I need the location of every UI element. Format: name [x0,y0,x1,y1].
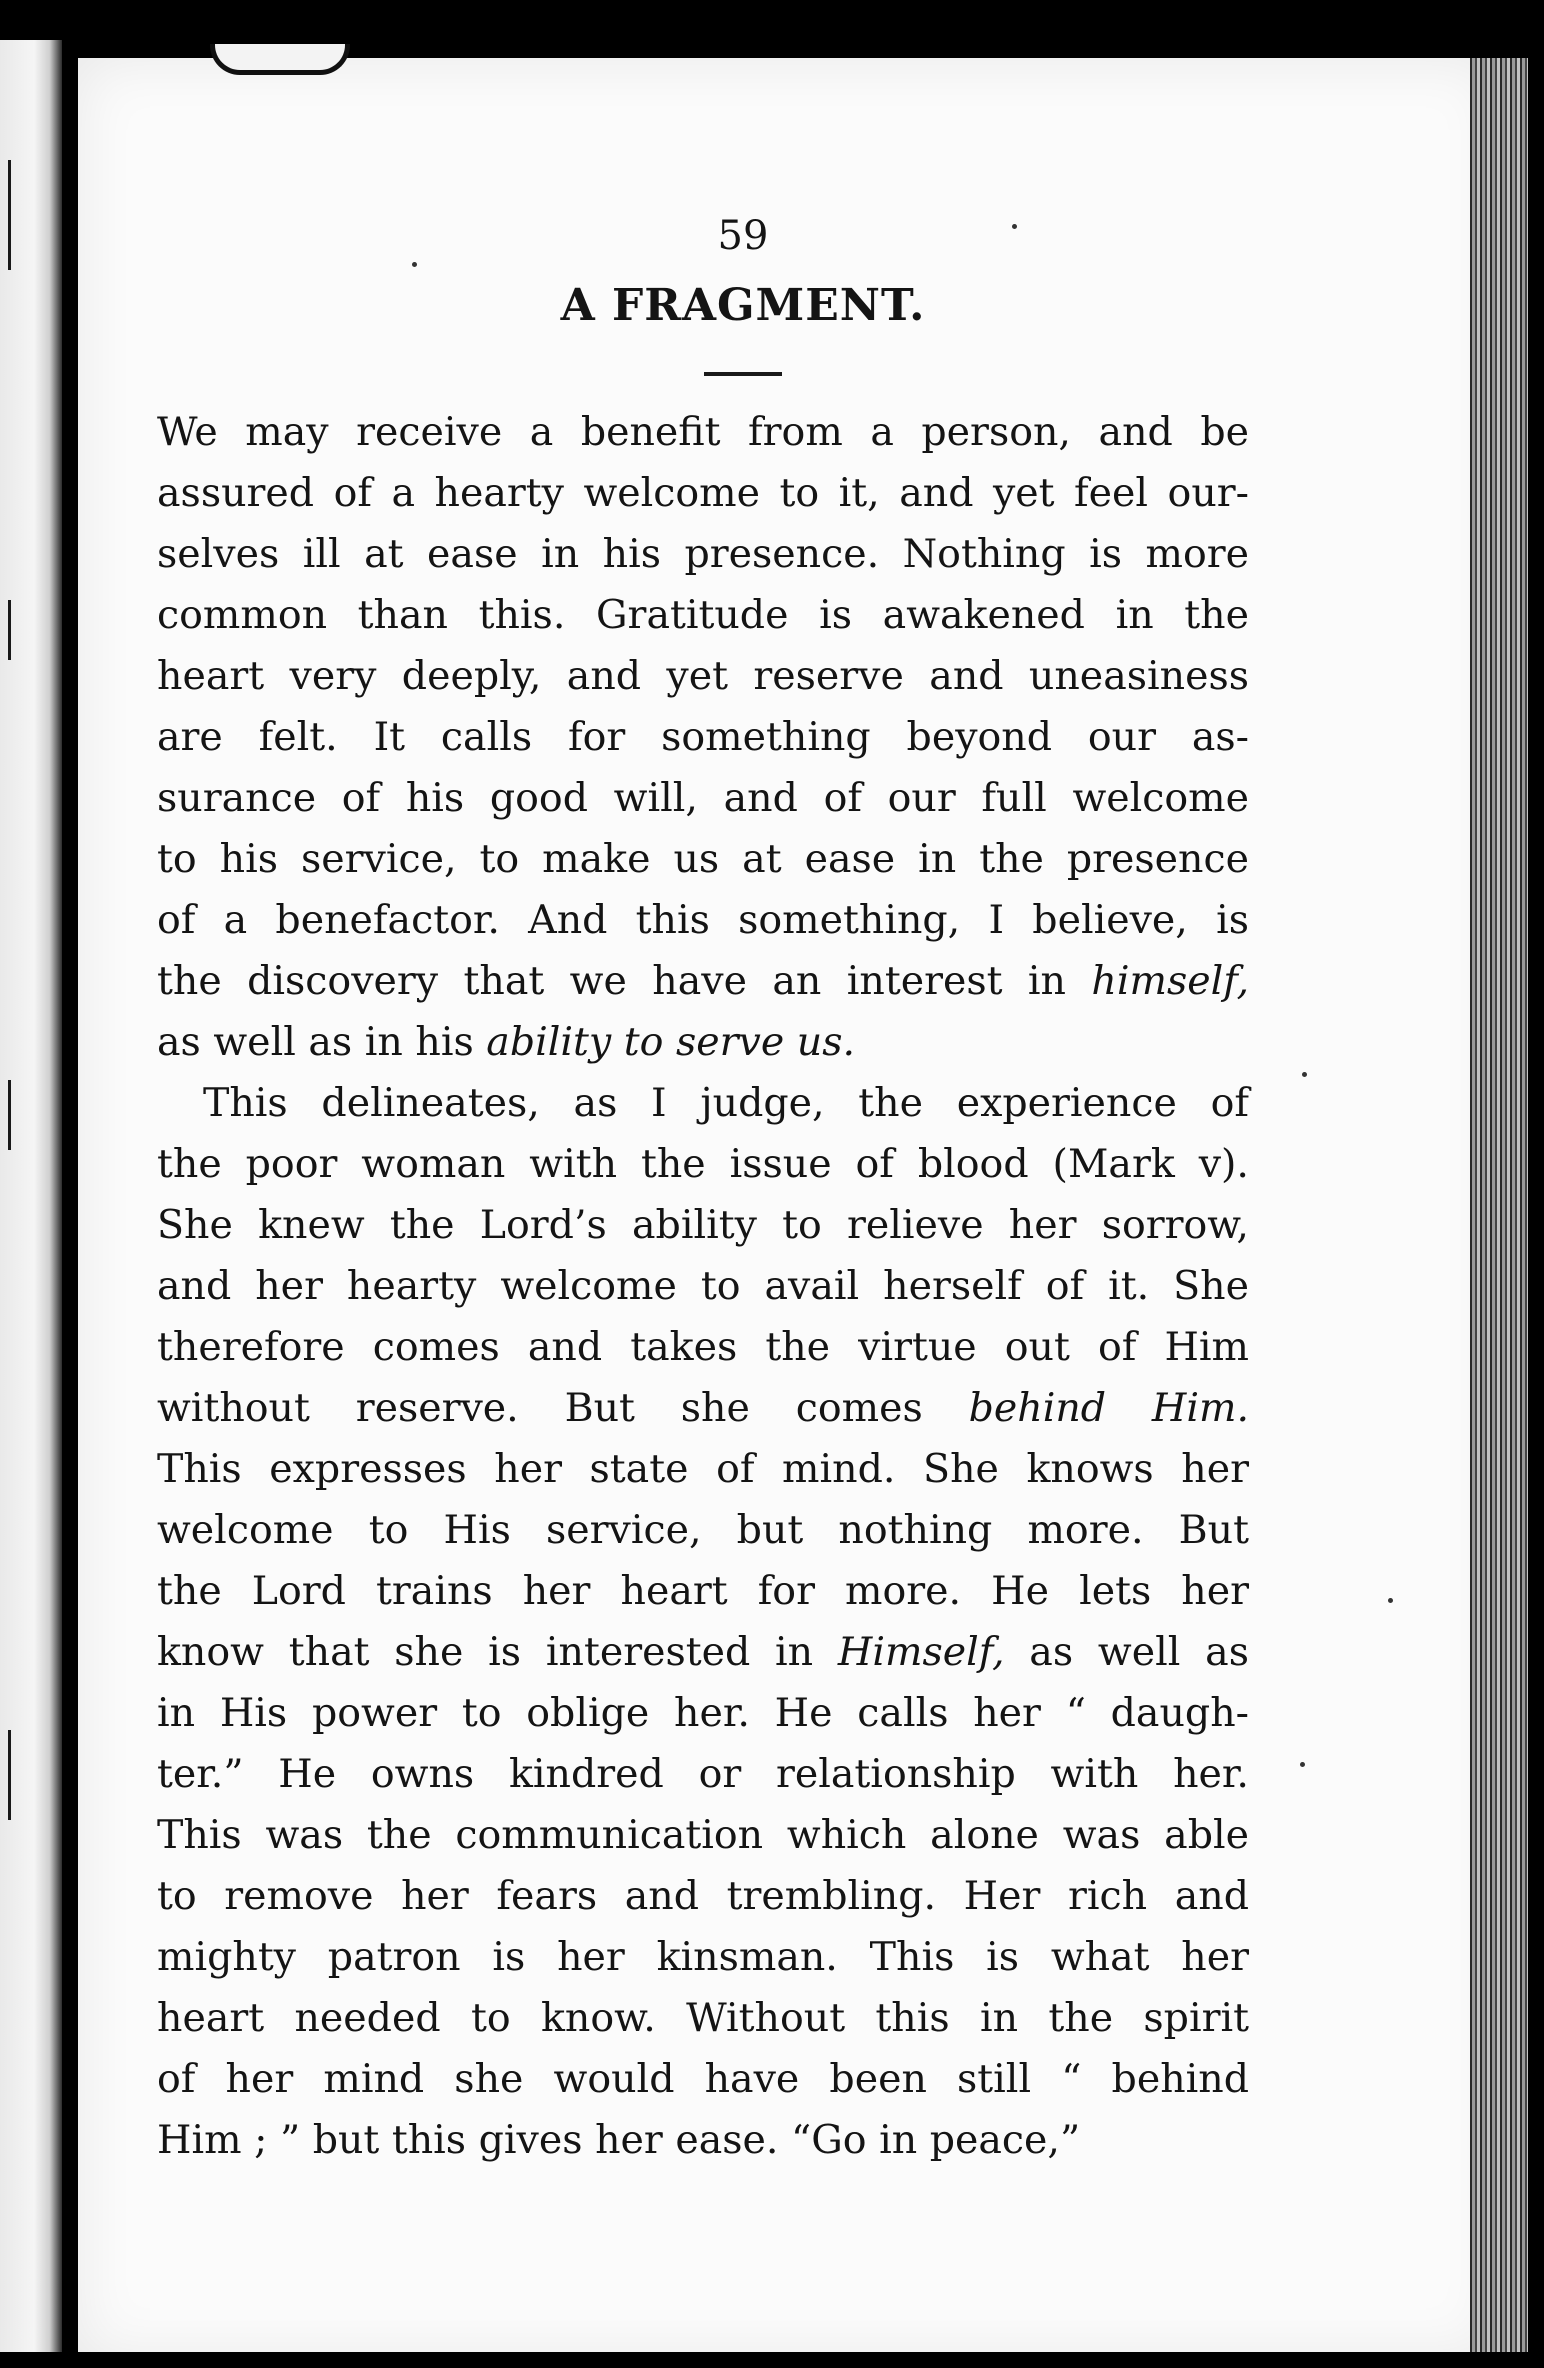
ink-speck [1302,1072,1307,1077]
text-line [157,1988,1249,2049]
text-line [157,1866,1249,1927]
body-text [157,402,1249,2171]
text-line [157,1561,1249,1622]
text-line [157,890,1249,951]
text-line [157,1317,1249,1378]
page-edge-mark [8,160,11,270]
page-tab [210,44,350,75]
text-segment: of a benefactor. And this something, I believe, is [157,897,1249,943]
text-segment: to his service, to make us at ease in the presence [157,836,1249,882]
text-line [157,951,1249,1012]
text-line [157,1805,1249,1866]
adjacent-page-edge [0,40,62,2368]
text-segment: know that she is interested in [157,1629,838,1675]
text-segment: welcome to His service, but nothing more. But [157,1507,1249,1553]
page-title: A FRAGMENT. [560,280,926,331]
text-segment: as well as in his [157,1019,487,1065]
paragraph [157,402,1249,1073]
text-line [157,1073,1249,1134]
text-line [157,1744,1249,1805]
text-line [157,1927,1249,1988]
text-line [157,1012,1249,1073]
text-line [157,463,1249,524]
text-segment: heart very deeply, and yet reserve and uneasiness [157,653,1249,699]
text-segment: This was the communication which alone was able [157,1812,1249,1858]
text-line [157,1439,1249,1500]
text-segment: the poor woman with the issue of blood (Mark v). [157,1141,1249,1187]
paragraph [157,1073,1249,2171]
italic-text: ability to serve us. [486,1019,856,1065]
page-edge-mark [8,600,11,660]
page-number: 59 [717,213,769,259]
text-segment: This delineates, as I judge, the experience of [203,1080,1249,1126]
text-segment: without reserve. But she comes [157,1385,969,1431]
text-line [157,1500,1249,1561]
text-segment: assured of a hearty welcome to it, and yet feel our- [157,470,1249,516]
title-rule [704,372,782,376]
text-segment: heart needed to know. Without this in the spirit [157,1995,1249,2041]
text-segment: We may receive a benefit from a person, and be [157,409,1249,455]
text-line [157,1378,1249,1439]
page-content [157,212,1249,2171]
text-segment: selves ill at ease in his presence. Nothing is more [157,531,1249,577]
text-segment: in His power to oblige her. He calls her “ daugh- [157,1690,1249,1736]
page-edge-mark [8,1730,11,1820]
text-line [157,2110,1249,2171]
italic-text: behind Him. [968,1385,1249,1431]
text-segment: Him ; ” but this gives her ease. “Go in peace,” [157,2117,1081,2163]
text-segment: surance of his good will, and of our full welcome [157,775,1249,821]
text-line [157,402,1249,463]
text-segment: and her hearty welcome to avail herself of it. She [157,1263,1249,1309]
text-segment: are felt. It calls for something beyond our as- [157,714,1249,760]
text-line [157,768,1249,829]
text-segment: of her mind she would have been still “ behind [157,2056,1249,2102]
italic-text: himself, [1091,958,1249,1004]
text-line [157,707,1249,768]
text-line [157,585,1249,646]
text-line [157,1683,1249,1744]
text-line [157,1256,1249,1317]
text-segment: She knew the Lord’s ability to relieve her sorrow, [157,1202,1249,1248]
italic-text: Himself, [837,1629,1005,1675]
text-segment: mighty patron is her kinsman. This is what her [157,1934,1249,1980]
text-line [157,829,1249,890]
text-line [157,1195,1249,1256]
text-segment: the discovery that we have an interest in [157,958,1092,1004]
text-line [157,1622,1249,1683]
text-line [157,524,1249,585]
text-line [157,646,1249,707]
text-segment: to remove her fears and trembling. Her rich and [157,1873,1249,1919]
text-segment: as well as [1004,1629,1249,1675]
scan-border-right [1528,0,1544,2368]
text-segment: the Lord trains her heart for more. He lets her [157,1568,1249,1614]
text-segment: common than this. Gratitude is awakened in the [157,592,1249,638]
text-segment: therefore comes and takes the virtue out of Him [157,1324,1249,1370]
stacked-page-edges [1470,58,1528,2358]
scan-border-bottom [0,2352,1544,2368]
text-segment: ter.” He owns kindred or relationship with her. [157,1751,1249,1797]
ink-speck [1300,1762,1305,1767]
text-segment: This expresses her state of mind. She knows her [157,1446,1249,1492]
ink-speck [1388,1598,1393,1603]
text-line [157,1134,1249,1195]
text-line [157,2049,1249,2110]
page-edge-mark [8,1080,11,1150]
